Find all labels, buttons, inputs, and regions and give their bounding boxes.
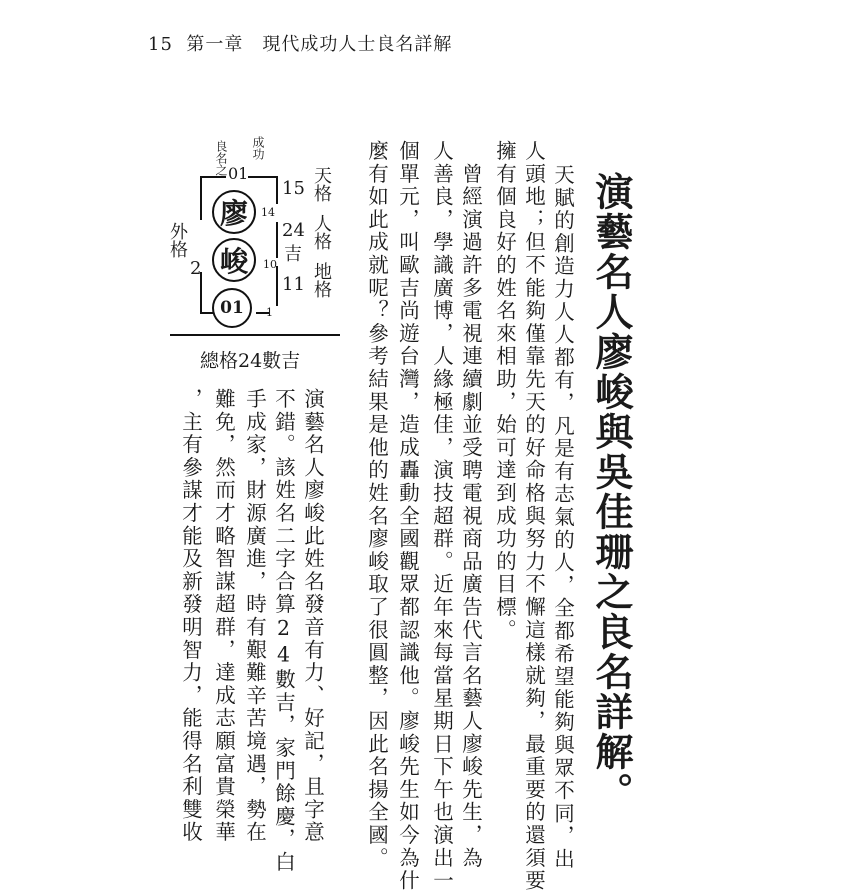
bottom-number: 01 [212,288,252,328]
stroke-count-1: 14 [261,206,275,219]
text-column-2: 人頭地；但不能夠僅靠先天的好命格與努力不懈這樣就夠，最重要的還須要 [521,140,546,892]
ren-label: 人格 [311,214,332,250]
bracket-left-upper [200,176,202,220]
connector-ren [276,222,278,258]
tian-value: 15 [282,178,305,199]
running-head [148,30,452,56]
stroke-count-3: 1 [266,306,273,319]
text-column-3: 擁有個良好的姓名來相助，始可達到成功的目標。 [492,140,517,642]
connector-di [276,266,278,306]
page-title: 演藝名人廖峻與吳佳珊之良名詳解。 [589,172,634,812]
text-column-7: 麼有如此成就呢？參考結果是他的姓名廖峻取了很圓整，因此名揚全國。 [364,140,389,870]
name-char-2: 峻 [212,238,256,282]
text-column-8: 演藝名人廖峻此姓名發音有力、好記，且字意 [300,388,325,844]
wai-value: 2 [190,258,202,279]
connector-tian [276,176,278,204]
text-column-11: 難免，然而才略智謀超群，達成志願富貴榮華 [211,388,236,844]
text-column-4: 曾經演過許多電視連續劇並受聘電視商品廣告代言名藝人廖峻先生，為 [458,140,483,870]
diagram-rule [170,334,340,336]
page-number: 15 [148,34,173,55]
text-column-6: 個單元，叫歐吉尚遊台灣，造成轟動全國觀眾都認識他。廖峻先生如今為什 [395,140,420,892]
text-column-12: ，主有參謀才能及新發明智力，能得名利雙收 [178,388,203,844]
total-grid: 總格24數吉 [200,350,301,372]
di-value: 11 [282,274,305,295]
text-column-1: 天賦的創造力人人都有，凡是有志氣的人，全都希望能夠與眾不同，出 [550,164,575,871]
stroke-count-2: 10 [263,258,277,271]
di-label: 地格 [311,262,332,298]
name-char-1: 廖 [212,190,256,234]
chapter-title: 第一章 現代成功人士良名詳解 [186,34,453,55]
ren-value: 24 [282,220,305,241]
diagram-heading-left: 良名之 [214,140,228,176]
top-number: 01 [228,164,249,183]
wai-label: 外格 [167,222,188,258]
diagram-heading-right: 成功 [251,136,265,160]
bracket-top-left [200,176,226,178]
tian-label: 天格 [311,166,332,202]
text-column-10: 手成家，財源廣進，時有艱難辛苦境遇，勢在 [242,388,267,844]
text-column-9: 不錯。該姓名二字合算24數吉，家門餘慶，白 [271,388,296,874]
text-column-5: 人善良，學識廣博，人緣極佳，演技超群。近年來每當星期日下午也演出一 [429,140,454,892]
bracket-top-right [248,176,278,178]
ren-tag: 吉 [284,244,302,265]
